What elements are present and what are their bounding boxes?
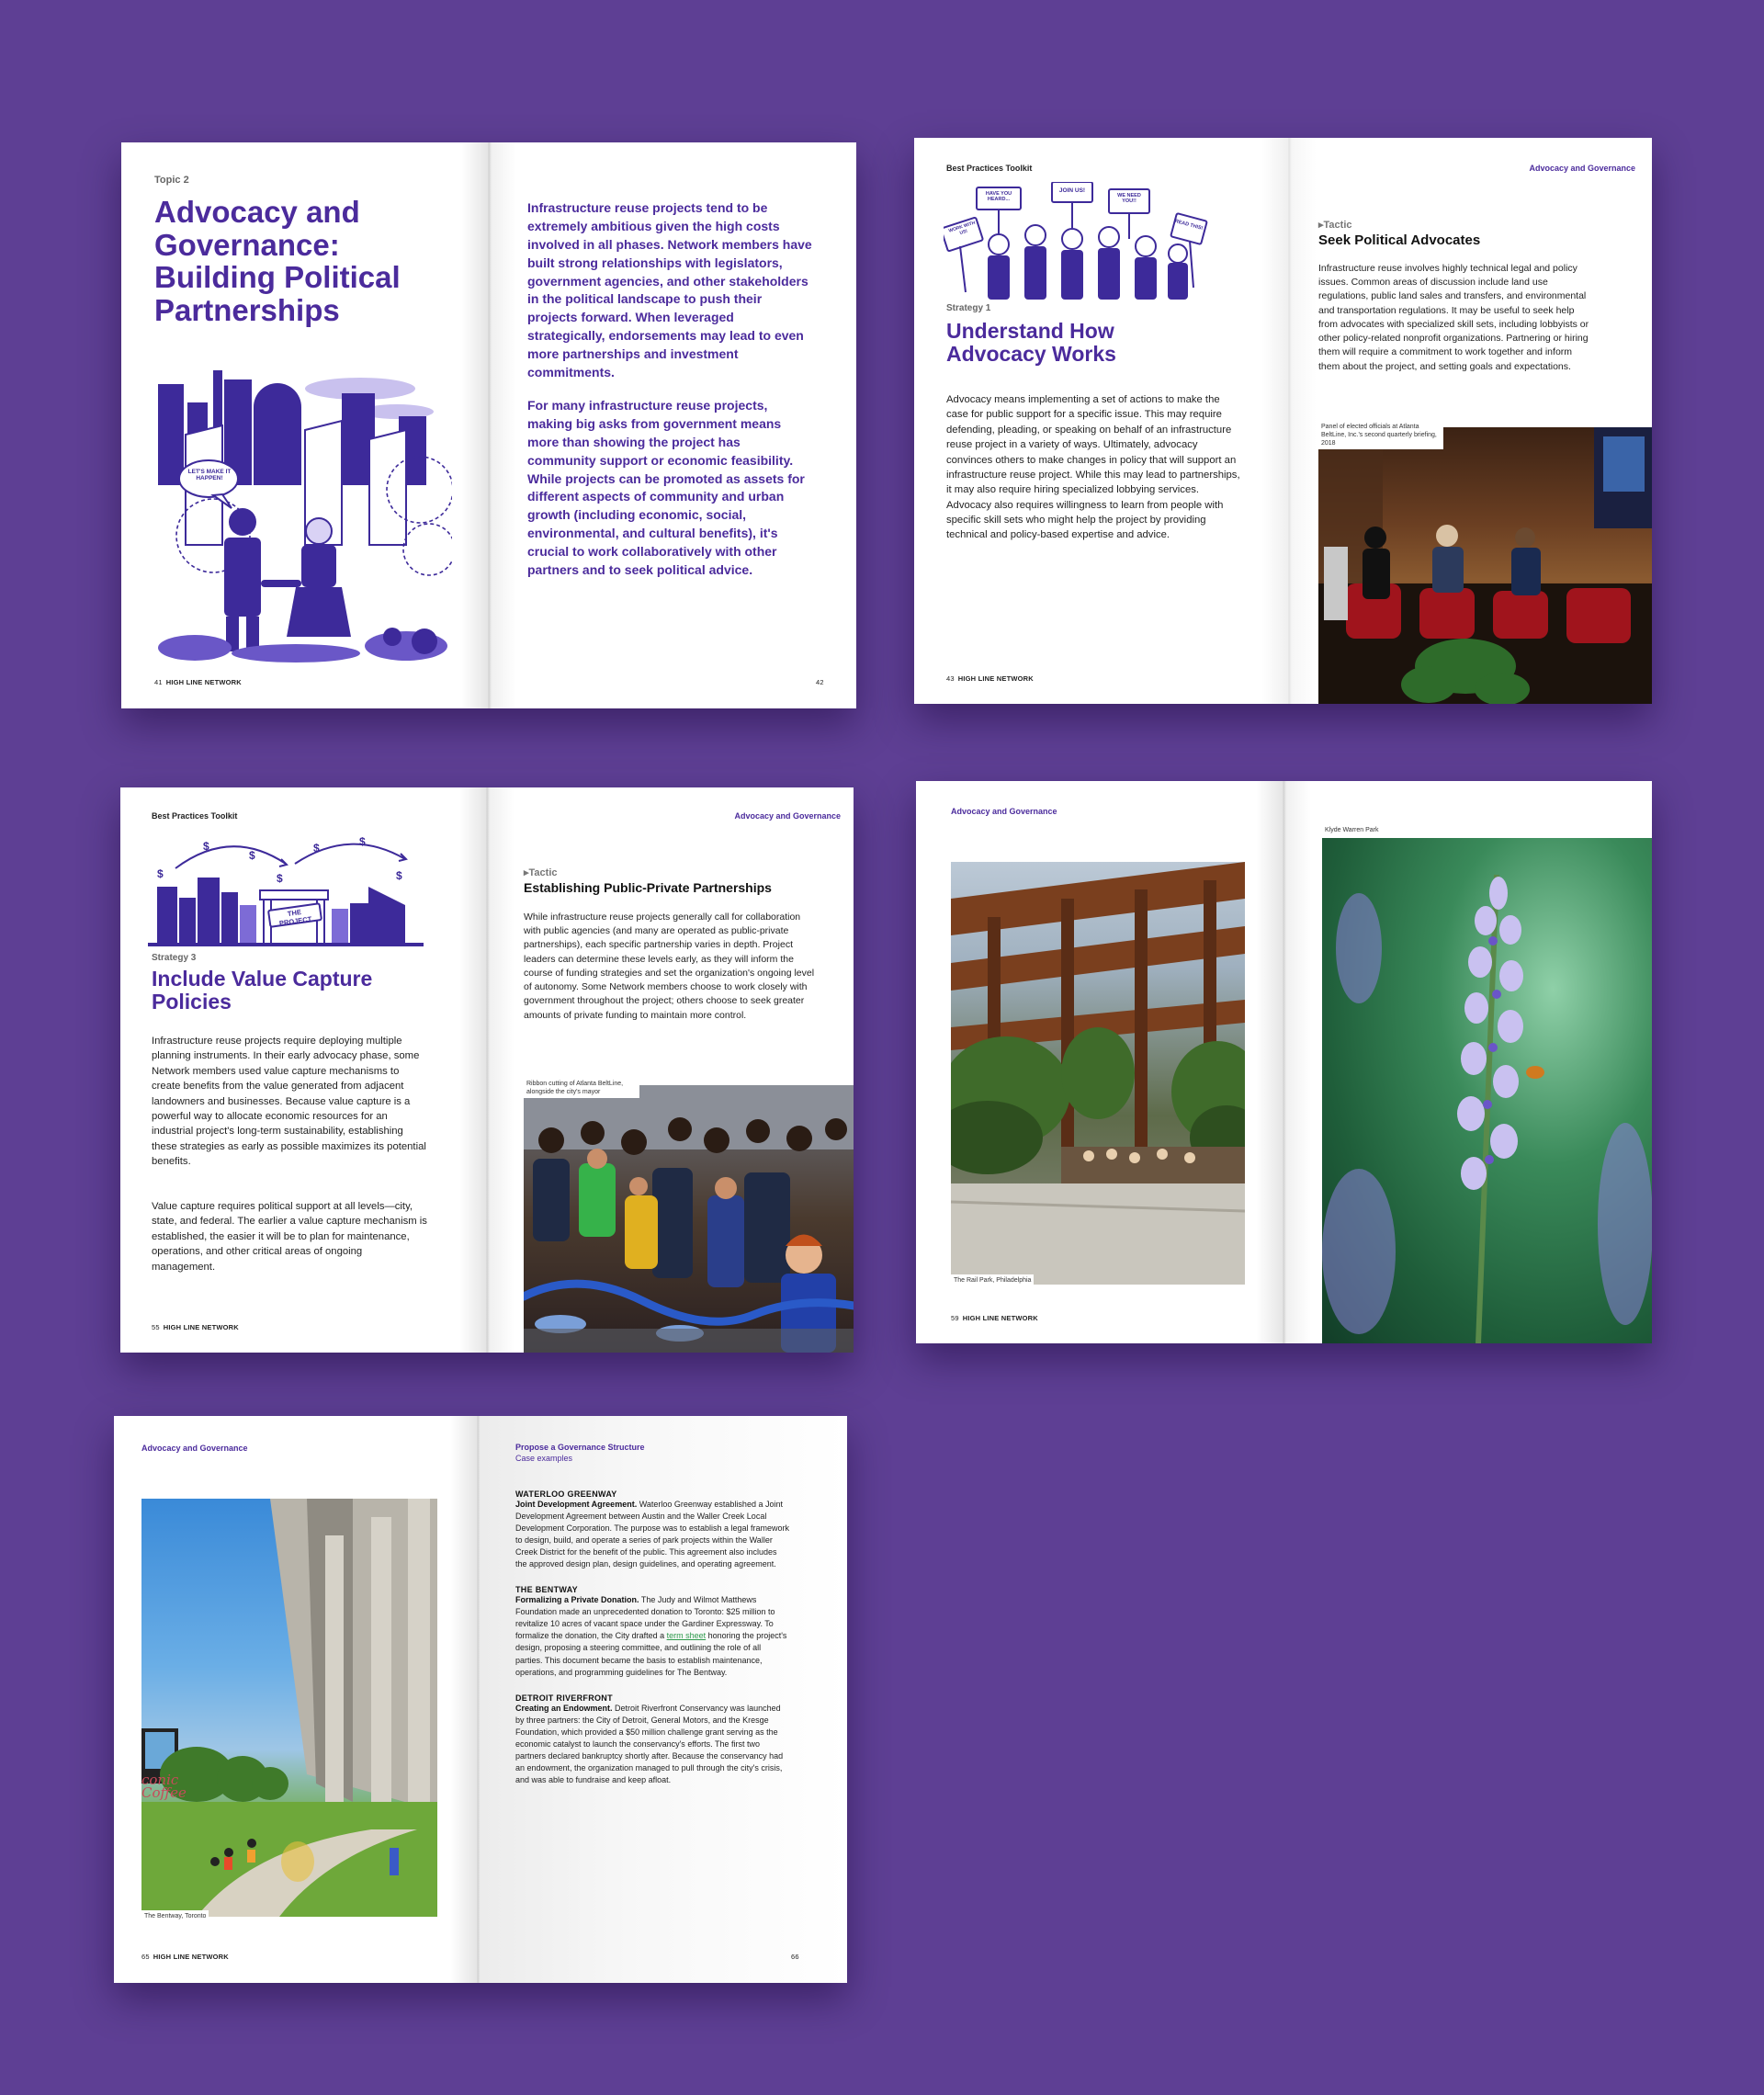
intro-paragraph-2: For many infrastructure reuse projects, making big asks from government means more than showing the project has community support or economic feasibility. While projects can be promoted as assets for different aspects of community and urban growth (including economic, social, environmental, and cultural benefits), it's crucial to work collaboratively with other partners and to seek political advice. bbox=[527, 398, 805, 577]
topic-label: Topic 2 bbox=[154, 175, 189, 186]
section-subhead: Case examples bbox=[515, 1454, 573, 1463]
case-name: WATERLOO GREENWAY bbox=[515, 1489, 617, 1499]
running-head-left: Best Practices Toolkit bbox=[946, 164, 1033, 173]
brand-name: HIGH LINE NETWORK bbox=[165, 678, 242, 686]
tactic-label: ▸ Tactic bbox=[1318, 219, 1352, 231]
folio-right: 42 bbox=[816, 678, 824, 686]
sign-lettering: conic Coffee bbox=[141, 1772, 187, 1801]
strategy-label: Strategy 1 bbox=[946, 303, 991, 313]
photo-caption: The Bentway, Toronto bbox=[141, 1910, 209, 1922]
photo-caption: Panel of elected officials at Atlanta BeltLine, Inc.'s second quarterly briefing, 2018 bbox=[1318, 421, 1443, 449]
project-sign-text: THE PROJECT bbox=[278, 908, 312, 928]
svg-text:$: $ bbox=[396, 869, 402, 882]
svg-text:$: $ bbox=[203, 840, 209, 853]
spread-value-capture bbox=[120, 787, 854, 1353]
speech-bubble-text: LET'S MAKE IT HAPPEN! bbox=[187, 469, 232, 482]
sign-work-with-us: WORK WITH US! bbox=[947, 220, 977, 237]
page-60 bbox=[1283, 781, 1652, 1343]
case-text: honoring the project's design, proposing a steering committee, and outlining the role of all parties. This document became the basis to establish maintenance, operations, and programming guidelines for The Bentway. bbox=[515, 1631, 787, 1677]
page-number: 55 bbox=[152, 1323, 160, 1331]
case-body bbox=[515, 1594, 789, 1678]
ribbon-cutting-photo bbox=[524, 1085, 854, 1353]
term-sheet-link[interactable]: term sheet bbox=[666, 1631, 707, 1641]
case-text: Detroit Riverfront Conservancy was launched by three partners: the City of Detroit, General Motors, and the Kresge Foundation, which provided a $50 million challenge grant serving as the economic catalyst to launch the conservancy's efforts. The first two partners declared bankruptcy shortly after. Because the conservancy had an endowment, the organization managed to pull through the city's crisis, and was able to fundraise and keep afloat. bbox=[515, 1703, 784, 1784]
folio-left bbox=[154, 678, 242, 686]
case-name: DETROIT RIVERFRONT bbox=[515, 1693, 613, 1703]
brand-name: HIGH LINE NETWORK bbox=[153, 1953, 229, 1961]
page-number: 41 bbox=[154, 678, 163, 686]
case-lead: Creating an Endowment. bbox=[515, 1703, 613, 1713]
case-lead: Formalizing a Private Donation. bbox=[515, 1595, 639, 1605]
case-lead: Joint Development Agreement. bbox=[515, 1500, 638, 1509]
strategy-body: Advocacy means implementing a set of actions to make the case for public support for a specific issue. This may require defending, pleading, or speaking on behalf of an infrastructure reuse project in a variety of ways. Ultimately, advocacy convinces others to make changes in policy that will support an infrastructure reuse project. While this may lead to partnerships, it may also require hiring specialized lobbying services. Advocacy also requires willingness to learn from people with specific skill sets who might help the project by providing technical and policy-based expertise and advice. bbox=[946, 394, 1240, 541]
case-text: The Judy and Wilmot Matthews Foundation made an unprecedented donation to Toronto: $25 million to revitalize 10 acres of vacant space under the Gardiner Expressway. To formalize the donation, the City drafted a bbox=[515, 1595, 775, 1641]
folio-right: 66 bbox=[791, 1953, 799, 1961]
folio-left bbox=[951, 1314, 1038, 1322]
page-66 bbox=[481, 1416, 847, 1983]
page-55 bbox=[120, 787, 487, 1353]
page-title: Advocacy and Governance: Building Political Partnerships bbox=[154, 195, 401, 327]
tactic-label: ▸ Tactic bbox=[524, 866, 558, 878]
page-41 bbox=[121, 142, 489, 708]
sign-have-you-heard: HAVE YOU HEARD... bbox=[985, 191, 1012, 203]
panel-photo bbox=[1318, 427, 1652, 704]
strategy-title: Include Value Capture Policies bbox=[152, 967, 373, 1014]
running-head-right: Advocacy and Governance bbox=[1529, 164, 1635, 173]
folio-left bbox=[946, 674, 1034, 683]
svg-text:$: $ bbox=[157, 867, 164, 880]
rail-park-photo bbox=[951, 862, 1245, 1285]
folio-left bbox=[141, 1953, 229, 1961]
tactic-body: While infrastructure reuse projects generally call for collaboration with public agencies (and many are operated as public-private partnerships), each specific partnership varies in depth. Project leaders can determine these levels early, as they will inform the course of funding strategies and set the organization's ongoing level of autonomy. Some Network members choose to work closely with government throughout the project; others choose to seek greater amounts of private funding to maintain more control. bbox=[524, 912, 815, 1021]
page-42 bbox=[489, 142, 856, 708]
case-name: THE BENTWAY bbox=[515, 1585, 578, 1595]
case-list bbox=[515, 1489, 789, 1786]
sign-join-us: JOIN US! bbox=[1058, 187, 1086, 194]
section-head: Propose a Governance Structure bbox=[515, 1443, 645, 1452]
folio-left bbox=[152, 1323, 239, 1331]
tactic-title: Establishing Public-Private Partnerships bbox=[524, 880, 772, 895]
sign-read-this: READ THIS! bbox=[1174, 219, 1204, 232]
strategy-title: Understand How Advocacy Works bbox=[946, 319, 1116, 366]
page-43 bbox=[914, 138, 1291, 704]
page-59 bbox=[916, 781, 1283, 1343]
svg-text:$: $ bbox=[313, 842, 320, 855]
value-capture-illustration bbox=[148, 832, 424, 946]
strategy-body-2: Value capture requires political support at all levels—city, state, and federal. The earlier a value capture mechanism is established, the easier it will be to plan for maintenance, operations, and other critical areas of ongoing management. bbox=[152, 1201, 427, 1273]
running-head-left: Advocacy and Governance bbox=[951, 807, 1057, 816]
running-head-left: Best Practices Toolkit bbox=[152, 811, 238, 821]
bentway-photo bbox=[141, 1499, 437, 1917]
strategy-body-1: Infrastructure reuse projects require deploying multiple planning instruments. In their early advocacy phase, some Network members used value capture mechanisms to create benefits from the value generated from adjacent landowners and businesses. Because value capture is a powerful way to allocate economic resources for an industrial project's long-term sustainability, establishing these strategies as early as possible maximizes its potential benefits. bbox=[152, 1036, 426, 1167]
photo-caption: Ribbon cutting of Atlanta BeltLine, alongside the city's mayor bbox=[524, 1078, 639, 1098]
svg-text:$: $ bbox=[359, 835, 366, 848]
svg-text:$: $ bbox=[277, 872, 283, 885]
page-65 bbox=[114, 1416, 481, 1983]
sign-we-need-you: WE NEED YOU!! bbox=[1117, 193, 1141, 205]
spread-governance-cases bbox=[114, 1416, 847, 1983]
photo-caption: The Rail Park, Philadelphia bbox=[951, 1274, 1034, 1286]
running-head-right: Advocacy and Governance bbox=[734, 811, 841, 821]
strategy-label: Strategy 3 bbox=[152, 953, 197, 963]
spread-understand-advocacy bbox=[914, 138, 1652, 704]
page-number: 65 bbox=[141, 1953, 150, 1961]
photo-caption: Klyde Warren Park bbox=[1322, 824, 1381, 836]
spread-photos bbox=[916, 781, 1652, 1343]
running-head-left: Advocacy and Governance bbox=[141, 1444, 248, 1453]
tactic-body: Infrastructure reuse involves highly technical legal and policy issues. Common areas of discussion include land use regulations, public land sales and transfers, and environmental and transportation regulations. It may be useful to seek help from advocates with specialized skill sets, including lobbyists or other policy-related nonprofit organizations. Partnering or hiring them will require a commitment to work together and inform them about the project, and setting goals and expectations. bbox=[1318, 263, 1589, 372]
handshake-illustration bbox=[158, 361, 452, 664]
spread-topic-2 bbox=[121, 142, 856, 708]
brand-name: HIGH LINE NETWORK bbox=[957, 674, 1034, 683]
brand-name: HIGH LINE NETWORK bbox=[163, 1323, 239, 1331]
page-number: 43 bbox=[946, 674, 955, 683]
page-44 bbox=[1291, 138, 1652, 704]
page-number: 59 bbox=[951, 1314, 959, 1322]
case-body bbox=[515, 1499, 789, 1570]
tactic-title: Seek Political Advocates bbox=[1318, 232, 1481, 248]
case-text: Waterloo Greenway established a Joint Development Agreement between Austin and the Waller Creek Local Development Corporation. The purpose was to establish a legal framework to design, build, and operate a series of park projects within the Waller Creek District for the benefit of the public. This agreement also includes the approved design plan, design guidelines, and operating agreement. bbox=[515, 1500, 789, 1569]
case-body bbox=[515, 1703, 789, 1786]
svg-text:$: $ bbox=[249, 849, 255, 862]
intro-paragraph-1: Infrastructure reuse projects tend to be extremely ambitious given the high costs involved in all phases. Network members have built strong relationships with legislators, government agencies, and other stakeholders in the political landscape to push their projects forward. When leveraged strategically, endorsements may lead to even more partnerships and investment commitments. bbox=[527, 200, 812, 379]
brand-name: HIGH LINE NETWORK bbox=[962, 1314, 1038, 1322]
flower-photo bbox=[1322, 838, 1652, 1343]
page-56 bbox=[487, 787, 854, 1353]
protest-illustration bbox=[944, 182, 1219, 301]
